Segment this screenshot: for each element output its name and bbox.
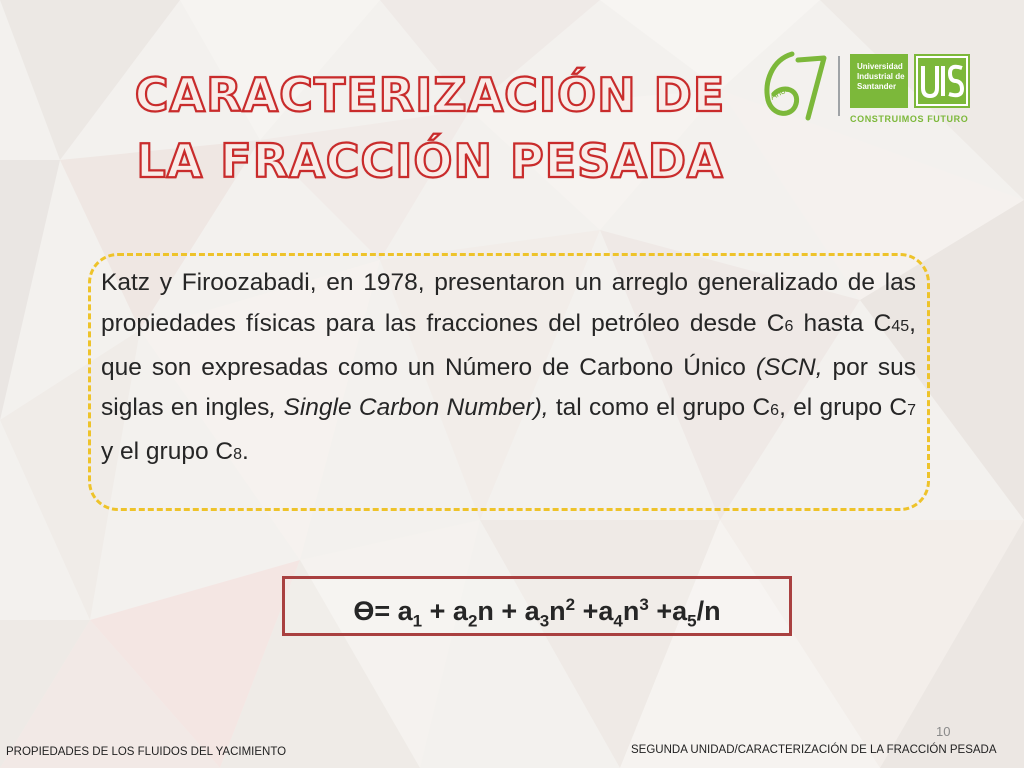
anniversary-67-icon [758,48,830,124]
svg-text:UIS: UIS [914,54,916,55]
university-name-line-1: Universidad [857,62,903,71]
slide-title [130,62,730,194]
logo-tagline: CONSTRUIMOS FUTURO [850,114,969,124]
university-name-line-3: Santander [857,82,897,91]
university-name-box [850,54,908,108]
title-line-1: CARACTERIZACIÓN DE [134,68,726,122]
footer-course-title: PROPIEDADES DE LOS FLUIDOS DEL YACIMIENTO [6,746,287,758]
logo-separator [838,56,840,116]
page-number: 10 [936,724,951,739]
formula: $ϴ= a_1 + a_2n + a_3n^2 +a_4n^3 +a_5/n$ [353,595,721,631]
footer-unit-title: SEGUNDA UNIDAD/CARACTERIZACIÓN DE LA FRACCIÓN PESADA [631,744,997,756]
university-logo [758,48,978,128]
svg-text:Años: Años [768,83,792,102]
title-line-2: LA FRACCIÓN PESADA [136,134,724,188]
uis-monogram-icon [914,54,970,108]
body-paragraph: Katz y Firoozabadi, en 1978, presentaron un arreglo generalizado de las propiedades físicas para las fracciones del petróleo desde C6 hasta C45, que son expresadas como un Número de Carbono Único (SCN, por sus siglas en ingles, Single Carbon Number), tal como el grupo C6, el grupo C7 y el grupo C8. [101,269,916,466]
university-name-line-2: Industrial de [857,72,905,81]
